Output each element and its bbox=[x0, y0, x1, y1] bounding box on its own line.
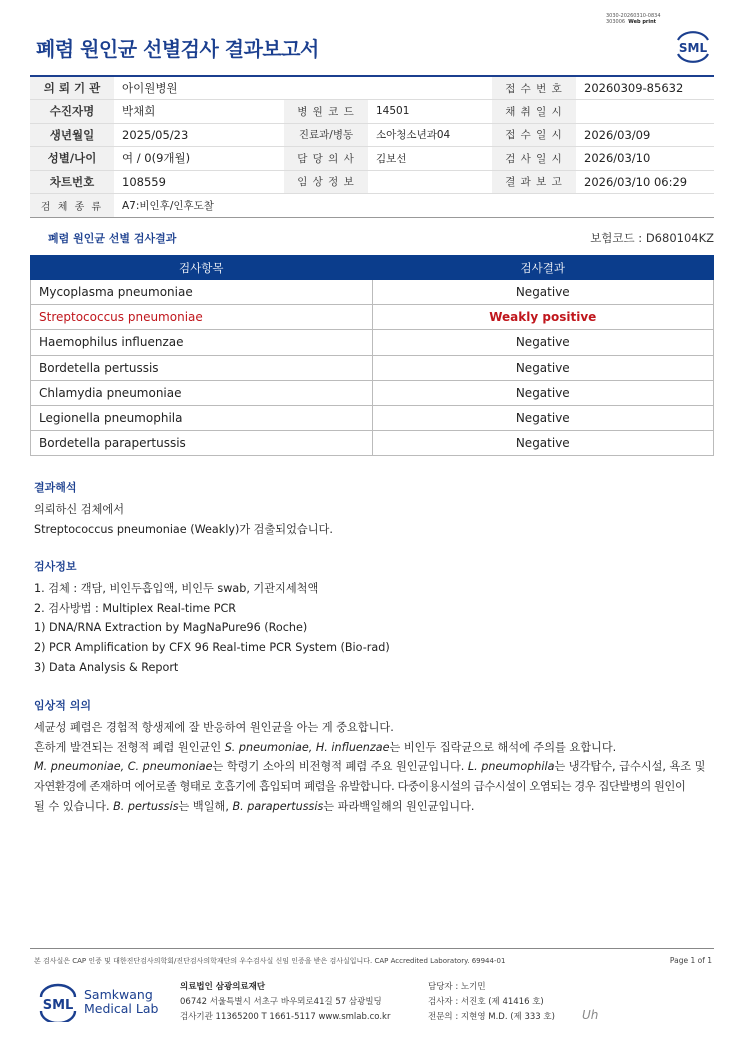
test-item: Mycoplasma pneumoniae bbox=[31, 280, 373, 305]
table-row bbox=[31, 305, 714, 330]
specimen-value: A7:비인후/인후도찰 bbox=[114, 194, 714, 218]
specimen-label: 검 체 종 류 bbox=[30, 194, 114, 218]
org-address: 06742 서울특별시 서초구 바우뫼로41길 57 삼광빌딩 bbox=[180, 997, 382, 1007]
sml-logo-icon bbox=[672, 26, 714, 64]
table-row bbox=[31, 355, 714, 380]
test-item: Legionella pneumophila bbox=[31, 405, 373, 430]
org-name: 의료법인 삼광의료재단 bbox=[180, 982, 266, 992]
chart-no-value: 108559 bbox=[114, 170, 284, 194]
interpretation-section bbox=[34, 478, 333, 539]
hospital-code-value: 14501 bbox=[368, 100, 492, 124]
test-result: Negative bbox=[372, 280, 713, 305]
test-info-title: 검사정보 bbox=[34, 560, 77, 573]
page-number: Page 1 of 1 bbox=[669, 956, 712, 965]
results-table bbox=[30, 255, 714, 456]
doctor-value: 김보선 bbox=[368, 147, 492, 171]
svg-text:SML: SML bbox=[42, 998, 74, 1013]
hospital-code-label: 병 원 코 드 bbox=[284, 100, 368, 124]
svg-text:SML: SML bbox=[678, 41, 708, 55]
test-info-line: 1) DNA/RNA Extraction by MagNaPure96 (Roche) bbox=[34, 621, 308, 635]
test-item: Chlamydia pneumoniae bbox=[31, 380, 373, 405]
clinical-value bbox=[368, 170, 492, 194]
test-info-line: 1. 검체 : 객담, 비인두흡입액, 비인두 swab, 기관지세척액 bbox=[34, 581, 319, 595]
interpretation-line: 의뢰하신 검체에서 bbox=[34, 502, 125, 516]
sml-footer-logo-icon bbox=[36, 982, 80, 1022]
clinical-label: 임 상 정 보 bbox=[284, 170, 368, 194]
table-row bbox=[31, 380, 714, 405]
birth-value: 2025/05/23 bbox=[114, 123, 284, 147]
doctor-label: 담 당 의 사 bbox=[284, 147, 368, 171]
print-codes bbox=[606, 13, 661, 25]
interpretation-line: Streptococcus pneumoniae (Weakly)가 검출되었습니다. bbox=[34, 522, 333, 536]
test-info-line: 2) PCR Amplification by CFX 96 Real-time PCR System (Bio-rad) bbox=[34, 641, 390, 655]
test-info-line: 2. 검사방법 : Multiplex Real-time PCR bbox=[34, 601, 237, 615]
patient-value: 박채희 bbox=[114, 100, 284, 124]
receipt-date-value: 2026/03/09 bbox=[576, 123, 714, 147]
test-result: Weakly positive bbox=[372, 305, 713, 330]
birth-label: 생년월일 bbox=[30, 123, 114, 147]
test-result: Negative bbox=[372, 431, 713, 456]
table-row bbox=[31, 280, 714, 305]
sex-age-value: 여 / 0(9개월) bbox=[114, 147, 284, 171]
significance-line: M. pneumoniae, C. pneumoniae는 학령기 소아의 비전형적 폐렴 주요 원인균입니다. L. pneumophila는 냉각탑수, 급수시설, 욕조 및 bbox=[34, 760, 706, 774]
signature: Uh bbox=[582, 1008, 599, 1022]
table-row bbox=[31, 330, 714, 355]
collect-date-value bbox=[576, 100, 714, 124]
requester-value: 아이원병원 bbox=[114, 76, 492, 100]
receipt-no-value: 20260309-85632 bbox=[576, 76, 714, 100]
results-section-title: 폐렴 원인균 선별 검사결과 bbox=[48, 232, 177, 245]
col-header-result: 검사결과 bbox=[372, 256, 713, 280]
requester-label: 의 뢰 기 관 bbox=[30, 76, 114, 100]
footer-divider bbox=[30, 948, 714, 949]
significance-line: 세균성 폐렴은 경험적 항생제에 잘 반응하여 원인균을 아는 게 중요합니다. bbox=[34, 720, 394, 734]
lab-name: Samkwang Medical Lab bbox=[84, 987, 159, 1016]
test-item: Haemophilus influenzae bbox=[31, 330, 373, 355]
clinical-significance-title: 임상적 의의 bbox=[34, 699, 91, 712]
patient-label: 수진자명 bbox=[30, 100, 114, 124]
test-item: Streptococcus pneumoniae bbox=[31, 305, 373, 330]
collect-date-label: 채 취 일 시 bbox=[492, 100, 576, 124]
sex-age-label: 성별/나이 bbox=[30, 147, 114, 171]
test-date-value: 2026/03/10 bbox=[576, 147, 714, 171]
test-result: Negative bbox=[372, 355, 713, 380]
receipt-no-label: 접 수 번 호 bbox=[492, 76, 576, 100]
dept-label: 진료과/병동 bbox=[284, 123, 368, 147]
test-result: Negative bbox=[372, 405, 713, 430]
significance-line: 자연환경에 존재하며 에어로졸 형태로 호흡기에 흡입되며 폐렴을 유발합니다. 다중이용시설의 급수시설이 오염되는 경우 집단발병의 원인이 bbox=[34, 780, 686, 794]
patient-info-table bbox=[30, 75, 714, 218]
print-code-2: 303006 Web print bbox=[606, 19, 657, 25]
test-info-section bbox=[34, 557, 390, 678]
test-date-label: 검 사 일 시 bbox=[492, 147, 576, 171]
table-row bbox=[31, 405, 714, 430]
organization-info bbox=[180, 980, 390, 1025]
org-contact: 검사기관 11365200 T 1661-5117 www.smlab.co.kr bbox=[180, 1012, 391, 1022]
report-date-value: 2026/03/10 06:29 bbox=[576, 170, 714, 194]
test-info-line: 3) Data Analysis & Report bbox=[34, 660, 179, 674]
report-date-label: 결 과 보 고 bbox=[492, 170, 576, 194]
test-result: Negative bbox=[372, 380, 713, 405]
interpretation-title: 결과해석 bbox=[34, 481, 77, 494]
staff-info bbox=[428, 980, 555, 1025]
table-row bbox=[31, 431, 714, 456]
significance-line: 될 수 있습니다. B. pertussis는 백일해, B. parapertussis는 파라백일해의 원인균입니다. bbox=[34, 799, 475, 813]
receipt-date-label: 접 수 일 시 bbox=[492, 123, 576, 147]
staff-tester: 검사자 : 서진호 (제 41416 호) bbox=[428, 997, 544, 1007]
staff-manager: 담당자 : 노기민 bbox=[428, 982, 486, 992]
staff-specialist: 전문의 : 지현영 M.D. (제 333 호) bbox=[428, 1012, 555, 1022]
report-title: 폐렴 원인균 선별검사 결과보고서 bbox=[36, 37, 319, 61]
chart-no-label: 차트번호 bbox=[30, 170, 114, 194]
test-result: Negative bbox=[372, 330, 713, 355]
print-code-1: 3030-20260310-0834 bbox=[606, 13, 661, 19]
col-header-item: 검사항목 bbox=[31, 256, 373, 280]
accreditation-note: 본 검사실은 CAP 인증 및 대한진단검사의학회/진단검사의학재단의 우수검사실 신임 인증을 받은 검사실입니다. CAP Accredited Laboratory. 69944-01 bbox=[34, 957, 506, 965]
dept-value: 소아청소년과04 bbox=[368, 123, 492, 147]
insurance-code: 보험코드 : D680104KZ bbox=[590, 231, 714, 245]
test-item: Bordetella parapertussis bbox=[31, 431, 373, 456]
significance-line: 흔하게 발견되는 전형적 폐렴 원인균인 S. pneumoniae, H. influenzae는 비인두 집락균으로 해석에 주의를 요합니다. bbox=[34, 740, 617, 754]
test-item: Bordetella pertussis bbox=[31, 355, 373, 380]
clinical-significance-section bbox=[34, 696, 724, 817]
